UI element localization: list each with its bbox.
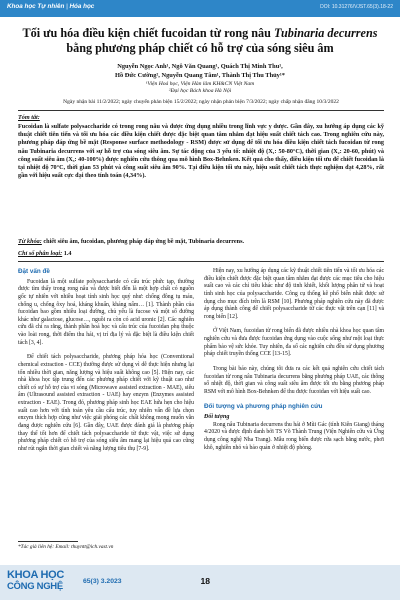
title-part1: Tối ưu hóa điều kiện chiết fucoidan từ rong nâu xyxy=(22,26,274,40)
keywords-value: chiết siêu âm, fucoidan, phương pháp đáp ứng bề mặt, Tubinaria decurrens. xyxy=(43,238,245,245)
title-part2: bằng phương pháp chiết có hỗ trợ của sóng siêu âm xyxy=(66,41,334,55)
keywords xyxy=(18,238,384,246)
divider-bottom xyxy=(18,261,384,262)
affiliation-1: ¹Viện Hoá học, Viện Hàn lâm KH&CN Việt Nam xyxy=(145,81,255,87)
section-separator: | xyxy=(66,3,70,10)
authors-line1: Nguyễn Ngọc Anh¹, Ngô Văn Quang¹, Quách Thị Minh Thu¹, xyxy=(117,63,283,70)
journal-logo xyxy=(7,569,73,596)
classification-label: Chỉ số phân loại: xyxy=(18,250,63,257)
paragraph: Hiện nay, xu hướng áp dụng các kỹ thuật chiết tiên tiến và tối ưu hóa các điều kiện chiết được đặc biệt quan tâm nhằm đạt được các mục tiêu cho hiệu suất cao và các chỉ tiêu khác như độ tinh khiết, khối lượng phân tử và hoạt tính sinh học của polysaccharide. Công cụ thống kê phổ biến nhất được sử dụng cho mục đích trên là RSM [10]. Phương pháp nghiên cứu này đã được áp dụng thành công để chiết polysaccharide từ các thực vật trên cạn [11] và rong biển [12]. xyxy=(204,268,384,320)
logo-line2: CÔNG NGHỆ xyxy=(7,581,63,592)
article-title xyxy=(20,26,380,56)
paragraph: Fucoidan là một sulfate polysaccharide có cấu trúc phức tạp, thường được tìm thấy trong rong nâu và được biết đến là một hợp chất có nguồn gốc tự nhiên với nhiều hoạt tính sinh học quý như: chống đông tụ máu, chống u, chống ôxy hoá, kháng khuẩn, kháng nấm… [1]. Thành phần của fucoidan bao gồm nhiều loại đường, chủ yếu là fucose và một số đường khác như galactose, glucose…, nguồi ra còn có acid uronic [2]. Các nghiên cứu đã chỉ ra rằng, thành phần hoá học và cấu trúc của fucoidan phụ thuộc vào loài rong, thời điểm thu hái, vị trí địa lý và đặc biệt là điều kiện chiết tách [3, 4]. xyxy=(18,278,194,346)
subsection-label: Hóa học xyxy=(69,3,95,10)
body-column-left xyxy=(18,268,194,453)
abstract-label: Tóm tắt: xyxy=(18,114,40,121)
journal-header-bar xyxy=(0,0,400,17)
title-species: Tubinaria decurrens xyxy=(273,26,378,40)
abstract-box xyxy=(18,114,384,180)
methods-heading: Đối tượng và phương pháp nghiên cứu xyxy=(204,403,323,411)
section-label: Khoa học Tự nhiên xyxy=(7,3,65,10)
corresponding-author-footnote: *Tác giả liên hệ: Email: thuyntt@ich.vast.vn xyxy=(18,544,114,550)
classification xyxy=(18,250,384,257)
article-dates: Ngày nhận bài 11/2/2022; ngày chuyển phản biện 15/2/2022; ngày nhận phản biện 7/3/2022; ngày chấp nhận đăng 10/3/2022 xyxy=(63,99,339,105)
footnote-divider xyxy=(18,541,78,542)
issue-label: 65(3) 3.2023 xyxy=(83,578,122,585)
subject-heading: Đối tượng xyxy=(204,414,230,420)
logo-line1: KHOA HỌC xyxy=(7,569,65,581)
abstract-text: Fucoidan là sulfate polysaccharide có trong rong nâu và được ứng dụng nhiều trong lĩnh vực y dược. Gần đây, xu hướng áp dụng các kỹ thuật chiết tiên tiến và tối ưu hóa các điều kiện chiết được đặc biệt quan tâm nhằm đạt hiệu suất chiết tách cao. Trong nghiên cứu này, phương pháp đáp ứng bề mặt (Response surface methodology - RSM) được sử dụng để tối ưu hóa điều kiện chiết tách fucoidan từ rong nâu Tubinaria decurrens với sự hỗ trợ của sóng siêu âm. Sự tác động của 3 yếu tố: nhiệt độ (X₁: 50-80°C), thời gian (X₂: 20-60, phút) và công suất siêu âm (X₃: 40-100%) được nghiên cứu thông qua mô hình Box-Behnken. Kết quả cho thấy, điều kiện tối ưu để chiết fucoidan là tại nhiệt độ 70°C, thời gian 53 phút và công suất siêu âm 90%. Tại điều kiện tối ưu này, hiệu suất chiết tách thực nghiệm đạt 4,28%, rất gần với hiệu suất cực đại theo tính toán (4,34%). xyxy=(18,123,384,180)
page-number: 18 xyxy=(200,576,210,586)
divider-top xyxy=(18,110,384,111)
doi-label: DOI: 10.31276/VJST.65(3).18-22 xyxy=(320,4,393,10)
journal-section xyxy=(7,3,94,10)
paragraph: Ở Việt Nam, fucoidan từ rong biển đã được nhiều nhà khoa học quan tâm nghiên cứu và đưa được fucoidan ứng dụng vào cuộc sống như một loại thực phẩm bảo vệ sức khỏe. Tuy nhiên, đa số các nghiên cứu đều sử dụng phương pháp chiết truyền thống CCE [13-15]. xyxy=(204,328,384,358)
paragraph: Trong bài báo này, chúng tôi đưa ra các kết quả nghiên cứu chiết tách fucoidan từ rong nâu Tubinaria decurrens bằng phương pháp UAE, các thông số nhiệt độ, thời gian và công suất siêu âm được tối ưu bằng phương pháp RSM với mô hình Box-Behnken để thu được fucoidan với hiệu suất cao. xyxy=(204,365,384,395)
affiliation-2: ²Đại học Bách khoa Hà Nội xyxy=(168,88,232,95)
body-column-right xyxy=(204,268,384,452)
intro-heading: Đặt vấn đề xyxy=(18,268,50,275)
keywords-label: Từ khóa: xyxy=(18,238,42,245)
authors xyxy=(20,63,380,80)
affiliations xyxy=(20,81,380,96)
paragraph: Rong nâu Tubinaria decurrens thu hái ở Mũi Gác (tỉnh Kiên Giang) tháng 4/2020 và được định danh bởi TS Võ Thành Trung (Viện Nghiên cứu và Ứng dụng công nghệ Nha Trang). Mẫu rong biển được rửa sạch bằng nước, phơi khô, nghiền nhỏ và bảo quản ở nhiệt độ phòng. xyxy=(204,421,384,451)
classification-value: 1.4 xyxy=(63,250,72,257)
authors-line2: Hồ Đức Cường², Nguyễn Quang Tâm¹, Thành Thị Thu Thủy¹* xyxy=(115,71,285,79)
paragraph: Để chiết tách polysaccharide, phương pháp hóa học (Conventional chemical extraction - CCE) thường được sử dụng vì dễ thực hiện nhưng lại tốn nhiều thời gian, năng lượng và hiệu suất không cao [5]. Hiện nay, các nhà khoa học tập trung đến các phương pháp chiết với kỹ thuật cao như chiết có sự hỗ trợ của vi sóng (Microwave assisted extraction - MAE), siêu âm (Ultrasound assisted extraction - UAE) hay enzym (Enzymes assisted extraction - EAE). Trong đó, phương pháp sinh học EAE hứa hẹn cho hiệu suất cao hơn với tính toán yêu cầu cấu trúc, tuy nhiên vấn đề lựa chọn enzym thích hợp cũng như việc giải phóng các chất không mong muốn vẫn đang được nghiên cứu [6]. Gần đây, UAE được đánh giá là phương pháp thay thế tốt hơn để chiết tách polysaccharide từ thực vật, việc sử dụng phương pháp chiết có hỗ trợ của sóng siêu âm mang lại hiệu quả cao cũng như rút ngắn thời gian chiết và năng lượng tiêu thụ [7-9]. xyxy=(18,354,194,452)
